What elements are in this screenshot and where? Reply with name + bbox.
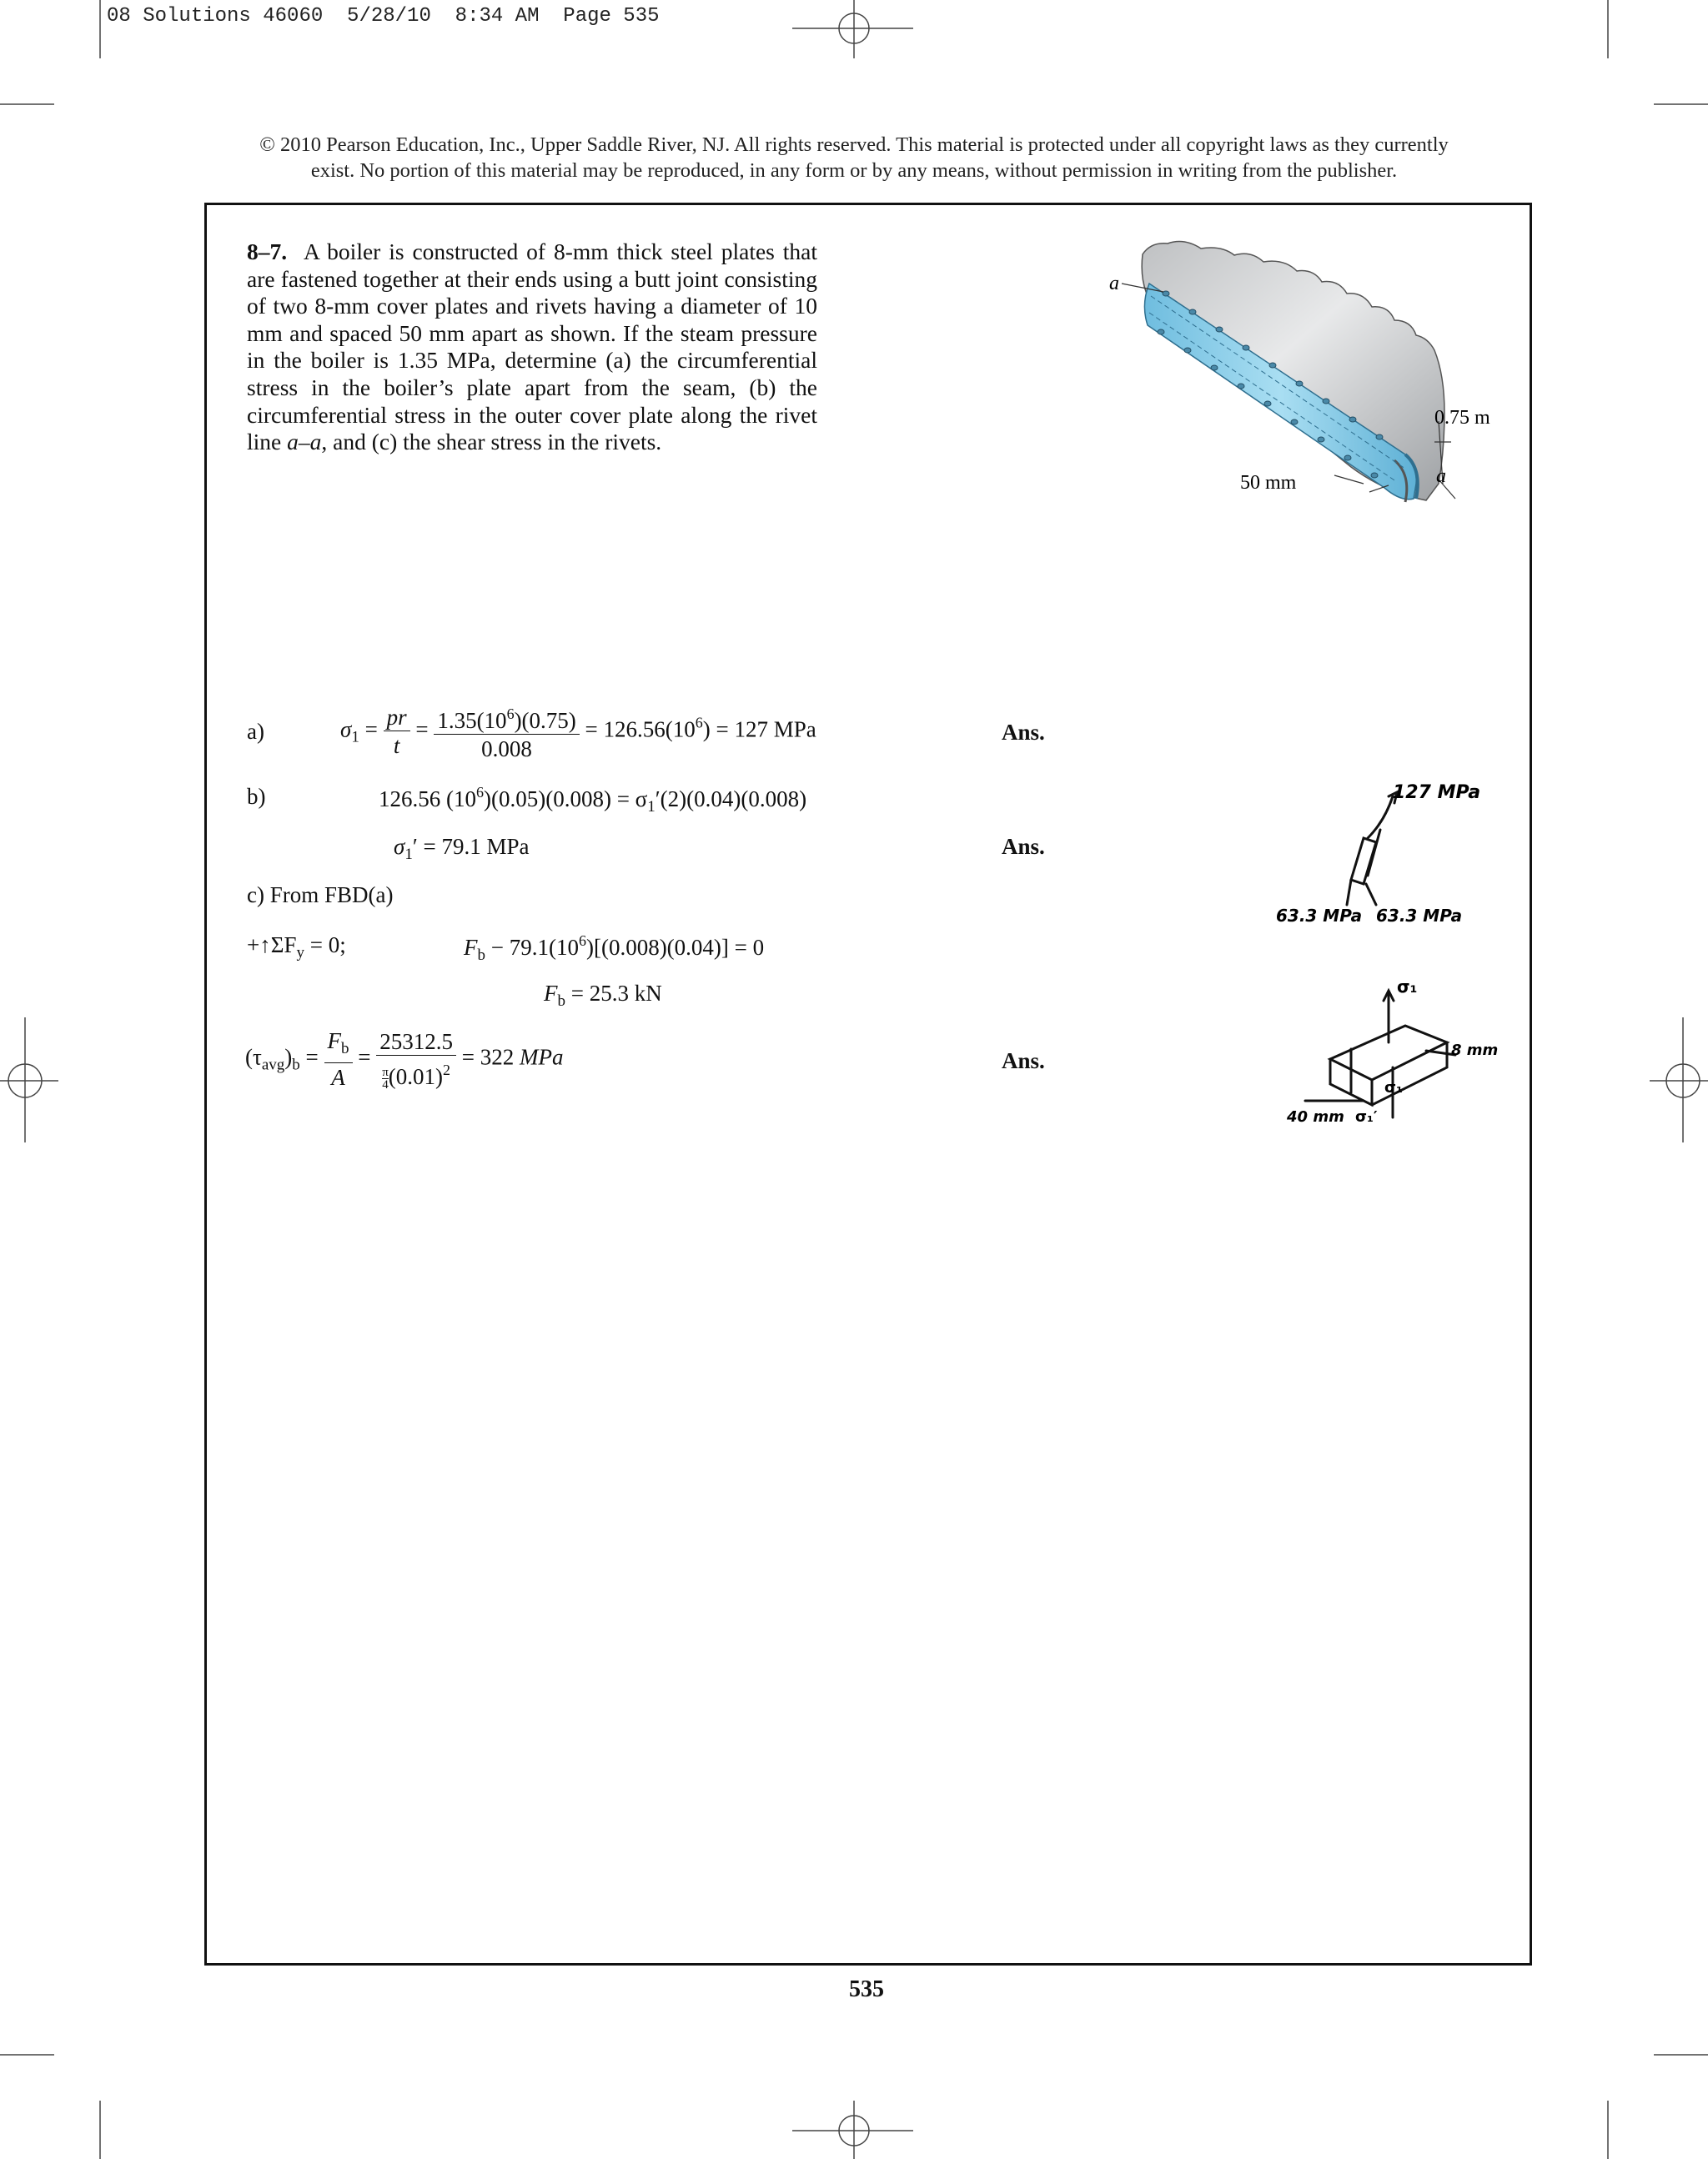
- sigma-subscript: 1: [351, 728, 359, 746]
- spacing-dimension: 50 mm: [1240, 472, 1297, 494]
- copyright-notice: [200, 132, 1508, 183]
- printer-slug: 08 Solutions 46060 5/28/10 8:34 AM Page 535: [107, 5, 660, 28]
- solution-b-label: b): [247, 784, 266, 809]
- frac-num: 25312.5: [376, 1028, 456, 1056]
- problem-number: 8–7.: [247, 238, 288, 264]
- c-eq1-exp: 6: [578, 932, 586, 949]
- equals: =: [364, 716, 378, 742]
- sigma-subscript: 1: [404, 846, 413, 863]
- b-line1-sub: 1: [647, 798, 656, 816]
- sum-subscript: y: [296, 944, 304, 962]
- force-symbol: F: [544, 981, 558, 1006]
- frac-num: pr: [384, 704, 410, 731]
- section-label-top: a: [1109, 273, 1119, 294]
- equals: =: [305, 1044, 319, 1070]
- fraction-force-area: [324, 1027, 353, 1092]
- problem-text-1: A boiler is constructed of 8-mm thick steel plates that are fastened together at their ends using a butt joint consisting of two 8-mm cover plates and rivets having a diameter of 10 mm and spaced 50 mm apart as shown. If the steam pressure in the boiler is 1.35 MPa, determine (a) the circumferential stress in the boiler’s plate apart from the seam, (b) the circumferential stress in the outer cover plate along the rivet line: [247, 238, 817, 455]
- force-symbol: F: [464, 935, 478, 960]
- frac-num-exp: 6: [506, 705, 515, 722]
- copyright-line-1: © 2010 Pearson Education, Inc., Upper Saddle River, NJ. All rights reserved. This material is protected under all copyright laws as they currently: [259, 133, 1449, 156]
- fraction-pr-t: [384, 704, 410, 760]
- radius-dimension: 0.75 m: [1434, 407, 1490, 429]
- c-result-unit: MPa: [519, 1044, 564, 1070]
- result-b: ) = 127 MPa: [702, 716, 816, 742]
- solution-c-label: c) From FBD(a): [247, 882, 394, 907]
- answer-b-label: Ans.: [1002, 834, 1045, 859]
- sketch-sigma-bottom: σ₁′: [1355, 1108, 1378, 1126]
- b-line1-a: 126.56 (10: [379, 786, 476, 811]
- result-exp: 6: [695, 714, 703, 731]
- sketch-dim-8mm: 8 mm: [1451, 1042, 1499, 1059]
- frac-den-b: (0.01): [388, 1063, 444, 1089]
- b-line1-c: ′(2)(0.04)(0.008): [655, 786, 807, 811]
- solution-a-equation: [340, 700, 816, 763]
- solution-c-equation-2: [544, 981, 662, 1011]
- frac-den: t: [393, 733, 400, 758]
- page-number: 535: [849, 1976, 884, 2002]
- tau-subscript: avg: [261, 1056, 285, 1074]
- solution-c-shear-stress: [245, 1027, 563, 1092]
- equals: =: [415, 716, 429, 742]
- result-a: = 126.56(10: [585, 716, 696, 742]
- frac-den-exp: 2: [443, 1061, 451, 1078]
- problem-statement: [247, 238, 817, 456]
- problem-text-2: , and (c) the shear stress in the rivets.: [321, 429, 662, 455]
- frac-num-b: )(0.75): [514, 708, 576, 733]
- answer-a-label: Ans.: [1002, 720, 1045, 745]
- sketch-stress-diagram: [1268, 780, 1484, 926]
- solution-b-equation-1: [379, 784, 806, 816]
- sum-forces: +↑ΣF: [247, 932, 297, 957]
- pi-den: 4: [382, 1078, 389, 1092]
- section-label-bottom: a: [1436, 465, 1446, 487]
- solution-a-label: a): [247, 719, 264, 744]
- c-eq1-b: )[(0.008)(0.04)] = 0: [585, 935, 765, 960]
- sketch-dim-40mm: 40 mm: [1287, 1108, 1344, 1126]
- copyright-line-2: exist. No portion of this material may be reproduced, in any form or by any means, without permission in writing from the publisher.: [310, 159, 1398, 182]
- problem-text-section: a–a: [287, 429, 322, 455]
- force-subscript: b: [477, 946, 485, 964]
- frac-num-f: F: [327, 1028, 342, 1053]
- frac-num-sub: b: [341, 1040, 349, 1057]
- frac-den: 0.008: [481, 736, 532, 761]
- frac-num-a: 1.35(10: [437, 708, 507, 733]
- fraction-shear-values: [376, 1028, 456, 1091]
- tau-close: ): [284, 1044, 293, 1070]
- answer-c-label: Ans.: [1002, 1048, 1045, 1073]
- solution-c-sum: [247, 932, 346, 962]
- solution-c-equation-1: [464, 932, 764, 965]
- sigma-symbol: σ: [394, 834, 405, 859]
- c-eq1-a: − 79.1(10: [485, 935, 579, 960]
- stress-127: 127 MPa: [1393, 782, 1481, 803]
- c-eq2-rest: = 25.3 kN: [565, 981, 662, 1006]
- force-subscript: b: [557, 992, 565, 1010]
- boiler-figure: [1084, 233, 1501, 517]
- stress-63-right: 63.3 MPa: [1376, 906, 1463, 926]
- solution-b-equation-2: [394, 834, 529, 864]
- stress-63-left: 63.3 MPa: [1276, 906, 1363, 926]
- pi-symbol: π: [382, 1066, 389, 1080]
- b-line1-exp: 6: [476, 784, 484, 801]
- b-line1-b: )(0.05)(0.008) = σ: [484, 786, 648, 811]
- c-result: = 322: [461, 1044, 520, 1070]
- sigma-symbol: σ: [340, 716, 352, 742]
- tau-open: (τ: [245, 1044, 262, 1070]
- sum-equals-zero: = 0;: [304, 932, 346, 957]
- sketch-sigma-top: σ₁: [1397, 977, 1418, 997]
- tau-subscript-b: b: [292, 1056, 300, 1074]
- frac-den: A: [331, 1065, 345, 1090]
- b-line2-rest: ′ = 79.1 MPa: [412, 834, 530, 859]
- sketch-fbd: [1280, 976, 1499, 1151]
- fraction-values: [434, 700, 579, 763]
- sketch-sigma-inner: σ₁: [1384, 1079, 1403, 1097]
- equals: =: [358, 1044, 371, 1070]
